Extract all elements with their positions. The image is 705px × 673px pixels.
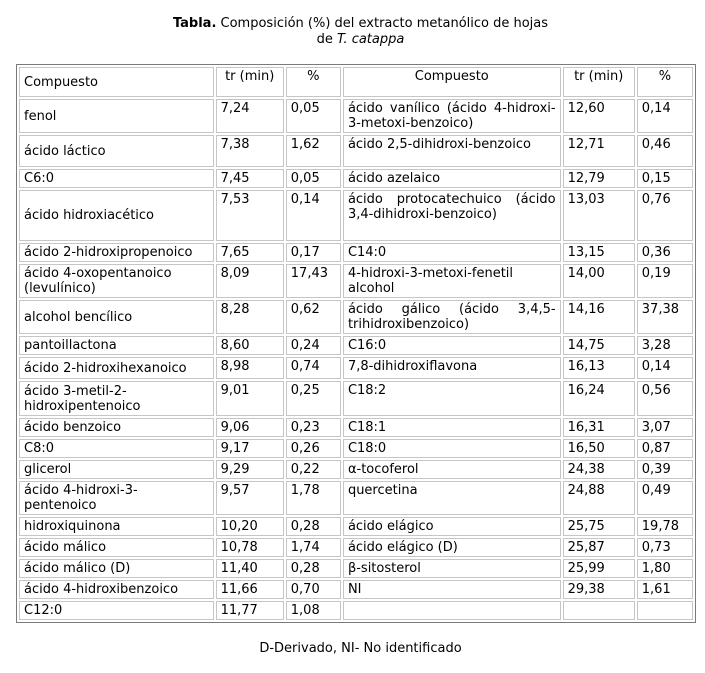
tr-min-cell: 9,57 <box>216 481 284 515</box>
percent-cell: 0,24 <box>286 336 341 355</box>
tr-min-cell: 13,15 <box>563 243 635 262</box>
caption-line2-prefix: de <box>316 32 333 47</box>
percent-cell: 0,46 <box>637 135 693 167</box>
percent-cell: 0,76 <box>637 190 693 241</box>
tr-min-cell: 7,38 <box>216 135 284 167</box>
tr-min-cell: 25,99 <box>563 559 635 578</box>
compound-cell: ácido 4-hidroxi-3-pentenoico <box>19 481 214 515</box>
percent-cell: 0,28 <box>286 517 341 536</box>
tr-min-cell: 8,98 <box>216 357 284 379</box>
table-row <box>19 601 693 620</box>
caption-line2 <box>16 32 705 48</box>
percent-cell: 1,78 <box>286 481 341 515</box>
compound-cell: alcohol bencílico <box>19 300 214 334</box>
percent-cell: 0,74 <box>286 357 341 379</box>
percent-cell: 0,19 <box>637 264 693 298</box>
species-name: T. catappa <box>337 32 405 47</box>
compound-cell: ácido vanílico (ácido 4-hidroxi-3-metoxi-benzoico) <box>343 99 561 133</box>
compound-cell: hidroxiquinona <box>19 517 214 536</box>
compound-cell: NI <box>343 580 561 599</box>
tr-min-cell: 7,24 <box>216 99 284 133</box>
table-footnote: D-Derivado, NI- No identificado <box>259 641 462 656</box>
tr-min-cell: 16,13 <box>563 357 635 379</box>
compound-cell: pantoillactona <box>19 336 214 355</box>
compound-cell: ácido 3-metil-2-hidroxipentenoico <box>19 381 214 416</box>
tr-min-cell: 25,87 <box>563 538 635 557</box>
caption-line1 <box>16 16 705 32</box>
table-row <box>19 169 693 188</box>
tr-min-cell: 11,66 <box>216 580 284 599</box>
percent-cell: 19,78 <box>637 517 693 536</box>
table-row <box>19 190 693 241</box>
compound-cell: C8:0 <box>19 439 214 458</box>
header-row <box>19 67 693 97</box>
compound-cell: β-sitosterol <box>343 559 561 578</box>
column-header-percent-right: % <box>637 67 693 97</box>
tr-min-cell: 9,06 <box>216 418 284 437</box>
tr-min-cell: 25,75 <box>563 517 635 536</box>
percent-cell: 0,14 <box>637 99 693 133</box>
percent-cell: 0,39 <box>637 460 693 479</box>
compound-cell: C6:0 <box>19 169 214 188</box>
compound-cell: ácido 2-hidroxipropenoico <box>19 243 214 262</box>
compound-cell: C18:2 <box>343 381 561 416</box>
table-row <box>19 460 693 479</box>
compound-cell: α-tocoferol <box>343 460 561 479</box>
table-row <box>19 336 693 355</box>
tr-min-cell: 24,38 <box>563 460 635 479</box>
table-caption <box>16 16 705 48</box>
percent-cell: 0,14 <box>286 190 341 241</box>
compound-cell: C18:1 <box>343 418 561 437</box>
table-row <box>19 264 693 298</box>
tr-min-cell: 9,17 <box>216 439 284 458</box>
percent-cell: 17,43 <box>286 264 341 298</box>
column-header-tr-right: tr (min) <box>563 67 635 97</box>
tr-min-cell: 29,38 <box>563 580 635 599</box>
compound-cell: ácido 2,5-dihidroxi-benzoico <box>343 135 561 167</box>
compound-cell: quercetina <box>343 481 561 515</box>
percent-cell: 0,23 <box>286 418 341 437</box>
compound-cell: C12:0 <box>19 601 214 620</box>
percent-cell: 0,17 <box>286 243 341 262</box>
table-row <box>19 481 693 515</box>
tr-min-cell: 12,71 <box>563 135 635 167</box>
tr-min-cell: 24,88 <box>563 481 635 515</box>
percent-cell: 0,87 <box>637 439 693 458</box>
tr-min-cell <box>563 601 635 620</box>
tr-min-cell: 14,75 <box>563 336 635 355</box>
percent-cell: 3,28 <box>637 336 693 355</box>
tr-min-cell: 7,45 <box>216 169 284 188</box>
table-row <box>19 538 693 557</box>
percent-cell: 0,05 <box>286 99 341 133</box>
table-row <box>19 580 693 599</box>
percent-cell: 0,22 <box>286 460 341 479</box>
compound-cell: ácido benzoico <box>19 418 214 437</box>
table-row <box>19 99 693 133</box>
tr-min-cell: 11,40 <box>216 559 284 578</box>
column-header-compound-right: Compuesto <box>343 67 561 97</box>
compound-cell: glicerol <box>19 460 214 479</box>
table-row <box>19 300 693 334</box>
tr-min-cell: 14,00 <box>563 264 635 298</box>
percent-cell: 37,38 <box>637 300 693 334</box>
percent-cell: 0,36 <box>637 243 693 262</box>
percent-cell: 1,74 <box>286 538 341 557</box>
percent-cell: 3,07 <box>637 418 693 437</box>
tr-min-cell: 10,78 <box>216 538 284 557</box>
compound-cell <box>343 601 561 620</box>
compound-cell: ácido gálico (ácido 3,4,5-trihidroxibenzoico) <box>343 300 561 334</box>
tr-min-cell: 10,20 <box>216 517 284 536</box>
tr-min-cell: 14,16 <box>563 300 635 334</box>
compound-cell: ácido hidroxiacético <box>19 190 214 241</box>
compound-cell: 7,8-dihidroxiflavona <box>343 357 561 379</box>
column-header-percent-left: % <box>286 67 341 97</box>
compound-cell: ácido azelaico <box>343 169 561 188</box>
compound-cell: ácido 4-hidroxibenzoico <box>19 580 214 599</box>
tr-min-cell: 12,79 <box>563 169 635 188</box>
tr-min-cell: 9,01 <box>216 381 284 416</box>
compound-cell: ácido málico <box>19 538 214 557</box>
tr-min-cell: 16,24 <box>563 381 635 416</box>
caption-text: Composición (%) del extracto metanólico de hojas <box>220 16 549 31</box>
percent-cell: 0,14 <box>637 357 693 379</box>
tr-min-cell: 13,03 <box>563 190 635 241</box>
compound-cell: ácido elágico (D) <box>343 538 561 557</box>
table-row <box>19 439 693 458</box>
percent-cell: 1,80 <box>637 559 693 578</box>
tr-min-cell: 16,31 <box>563 418 635 437</box>
compound-cell: C18:0 <box>343 439 561 458</box>
tr-min-cell: 12,60 <box>563 99 635 133</box>
compound-cell: ácido málico (D) <box>19 559 214 578</box>
composition-table <box>16 64 696 623</box>
percent-cell: 1,62 <box>286 135 341 167</box>
compound-cell: ácido 4-oxopentanoico (levulínico) <box>19 264 214 298</box>
tr-min-cell: 8,60 <box>216 336 284 355</box>
percent-cell: 0,15 <box>637 169 693 188</box>
table-row <box>19 357 693 379</box>
caption-label: Tabla. <box>172 16 217 31</box>
table-row <box>19 559 693 578</box>
percent-cell: 0,26 <box>286 439 341 458</box>
table-row <box>19 517 693 536</box>
compound-cell: C16:0 <box>343 336 561 355</box>
percent-cell: 0,28 <box>286 559 341 578</box>
tr-min-cell: 7,65 <box>216 243 284 262</box>
table-row <box>19 135 693 167</box>
percent-cell: 0,62 <box>286 300 341 334</box>
table-row <box>19 243 693 262</box>
compound-cell: fenol <box>19 99 214 133</box>
percent-cell: 0,56 <box>637 381 693 416</box>
percent-cell <box>637 601 693 620</box>
tr-min-cell: 9,29 <box>216 460 284 479</box>
column-header-tr-left: tr (min) <box>216 67 284 97</box>
column-header-compound-left: Compuesto <box>19 67 214 97</box>
article-table-figure <box>16 16 705 657</box>
tr-min-cell: 16,50 <box>563 439 635 458</box>
percent-cell: 1,61 <box>637 580 693 599</box>
tr-min-cell: 7,53 <box>216 190 284 241</box>
compound-cell: ácido 2-hidroxihexanoico <box>19 357 214 379</box>
tr-min-cell: 8,28 <box>216 300 284 334</box>
compound-cell: ácido elágico <box>343 517 561 536</box>
tr-min-cell: 11,77 <box>216 601 284 620</box>
percent-cell: 0,70 <box>286 580 341 599</box>
percent-cell: 0,25 <box>286 381 341 416</box>
tr-min-cell: 8,09 <box>216 264 284 298</box>
percent-cell: 0,05 <box>286 169 341 188</box>
compound-cell: C14:0 <box>343 243 561 262</box>
percent-cell: 0,73 <box>637 538 693 557</box>
table-row <box>19 418 693 437</box>
percent-cell: 1,08 <box>286 601 341 620</box>
compound-cell: 4-hidroxi-3-metoxi-fenetil alcohol <box>343 264 561 298</box>
table-row <box>19 381 693 416</box>
percent-cell: 0,49 <box>637 481 693 515</box>
compound-cell: ácido protocatechuico (ácido 3,4-dihidroxi-benzoico) <box>343 190 561 241</box>
compound-cell: ácido láctico <box>19 135 214 167</box>
